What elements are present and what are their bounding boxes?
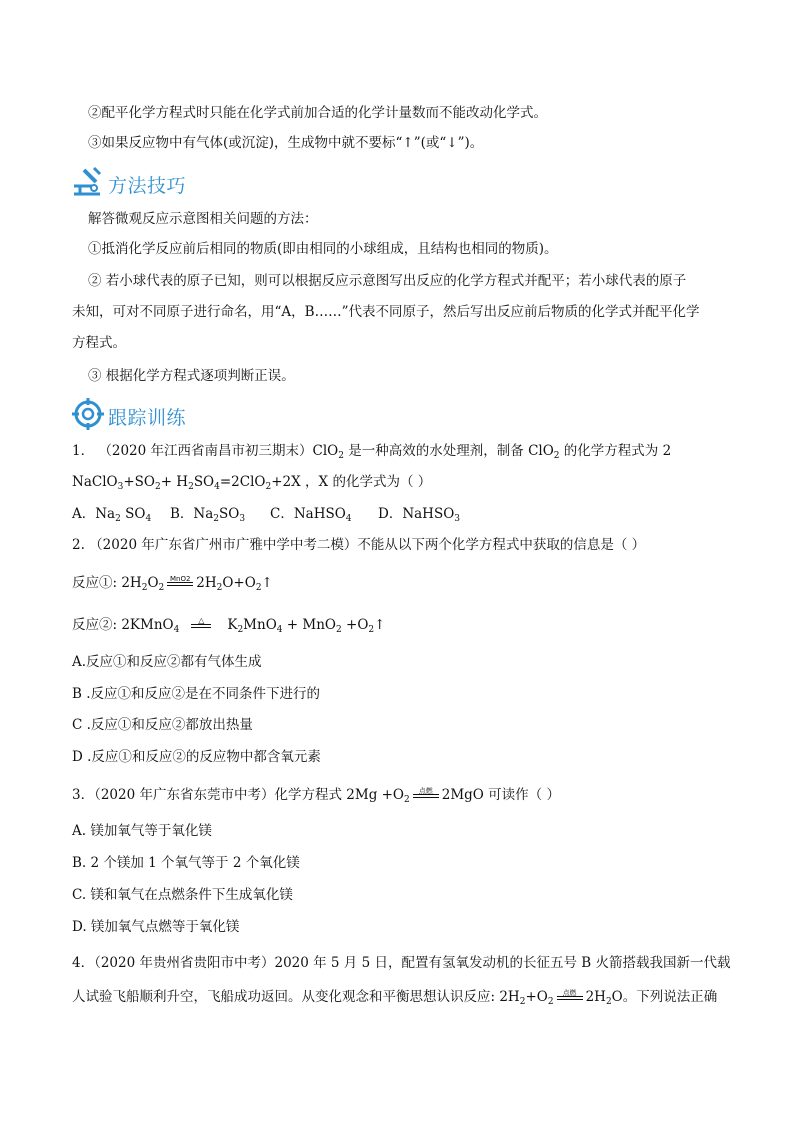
q1-line-2: $NaClO_3+SO_2+ H_2SO_4=2ClO_2+2X$ ，X 的化学式为（ ）	[72, 474, 432, 492]
q3-option-d: D. 镁加氧气点燃等于氧化镁	[72, 919, 240, 935]
method-step-2-line-2: 未知，可对不同原子进行命名，用“A，B……”代表不同原子，然后写出反应前后物质的化学式并配平化学	[72, 304, 700, 320]
q4-line-2: 人试验飞船顺利升空，飞船成功返回。从变化观念和平衡思想认识反应: $2H_2+O_2$ 点燃 $2H_2O$。下列说法正确	[72, 989, 718, 1007]
q1-line-1: 1． （2020 年江西省南昌市初三期末）ClO$_2$ 是一种高效的水处理剂，制备 ClO$_2$ 的化学方程式为 2	[72, 443, 672, 461]
q3-stem: 3．（2020 年广东省东莞市中考）化学方程式 $2Mg +O_2$ 点燃 2MgO 可读作（ ）	[72, 787, 560, 805]
method-section-heading	[70, 164, 186, 200]
method-step-3: ③ 根据化学方程式逐项判断正误。	[88, 368, 295, 384]
q1-options	[72, 505, 460, 523]
q2-option-d: D .反应①和反应②的反应物中都含氧元素	[72, 749, 321, 765]
q3-option-a: A. 镁加氧气等于氧化镁	[72, 823, 212, 839]
reaction-condition-ignite-2: 点燃	[555, 990, 585, 1002]
method-intro: 解答微观反应示意图相关问题的方法：	[88, 211, 318, 227]
q4-line-1: 4．（2020 年贵州省贵阳市中考）2020 年 5 月 5 日，配置有氢氧发动机的长征五号 B 火箭搭载我国新一代载	[72, 955, 731, 971]
method-title: 方法技巧	[108, 174, 187, 197]
q1-option-a: A．$Na_2$ $SO_4$	[72, 506, 152, 524]
method-step-2-line-3: 方程式。	[72, 335, 126, 351]
q2-reaction-1: 反应①: $2H_2O_2$ MnO2 $2H_2O+O_2↑$	[72, 575, 273, 593]
microscope-icon	[70, 164, 106, 200]
q1-option-b: B．$Na_2SO_3$	[170, 506, 246, 524]
q1-option-c: C．NaHSO$_4$	[270, 506, 352, 524]
q2-option-c: C .反应①和反应②都放出热量	[72, 717, 253, 733]
q2-option-b: B .反应①和反应②是在不同条件下进行的	[72, 686, 321, 702]
q3-option-c: C. 镁和氧气在点燃条件下生成氧化镁	[72, 887, 293, 903]
reaction-condition-mno2: MnO2	[165, 576, 195, 588]
method-step-1: ①抵消化学反应前后相同的物质(即由相同的小球组成，且结构也相同的物质)。	[88, 241, 558, 257]
q2-option-a: A.反应①和反应②都有气体生成	[72, 654, 262, 670]
training-section-heading	[70, 396, 186, 432]
q2-reaction-2: 反应②: 2KMnO$_4$ △ $K_2MnO_4 + MnO_2$ $+O_2↑$	[72, 616, 386, 635]
training-title: 跟踪训练	[108, 406, 187, 429]
q1-option-d: D．NaHSO$_3$	[378, 506, 461, 524]
q2-stem: 2. （2020 年广东省广州市广雅中学中考二模）不能从以下两个化学方程式中获取的信息是（ ）	[72, 537, 646, 553]
reaction-condition-ignite: 点燃	[411, 788, 441, 800]
reaction-condition-heat: △	[189, 618, 213, 630]
target-icon	[70, 396, 106, 432]
note-2: ②配平化学方程式时只能在化学式前加合适的化学计量数而不能改动化学式。	[88, 105, 547, 121]
q3-option-b: B. 2 个镁加 1 个氧气等于 2 个氧化镁	[72, 855, 300, 871]
method-step-2-line-1: ② 若小球代表的原子已知，则可以根据反应示意图写出反应的化学方程式并配平；若小球代表的原子	[88, 273, 687, 289]
note-3: ③如果反应物中有气体(或沉淀)，生成物中就不要标“↑”(或“↓”)。	[88, 135, 484, 151]
